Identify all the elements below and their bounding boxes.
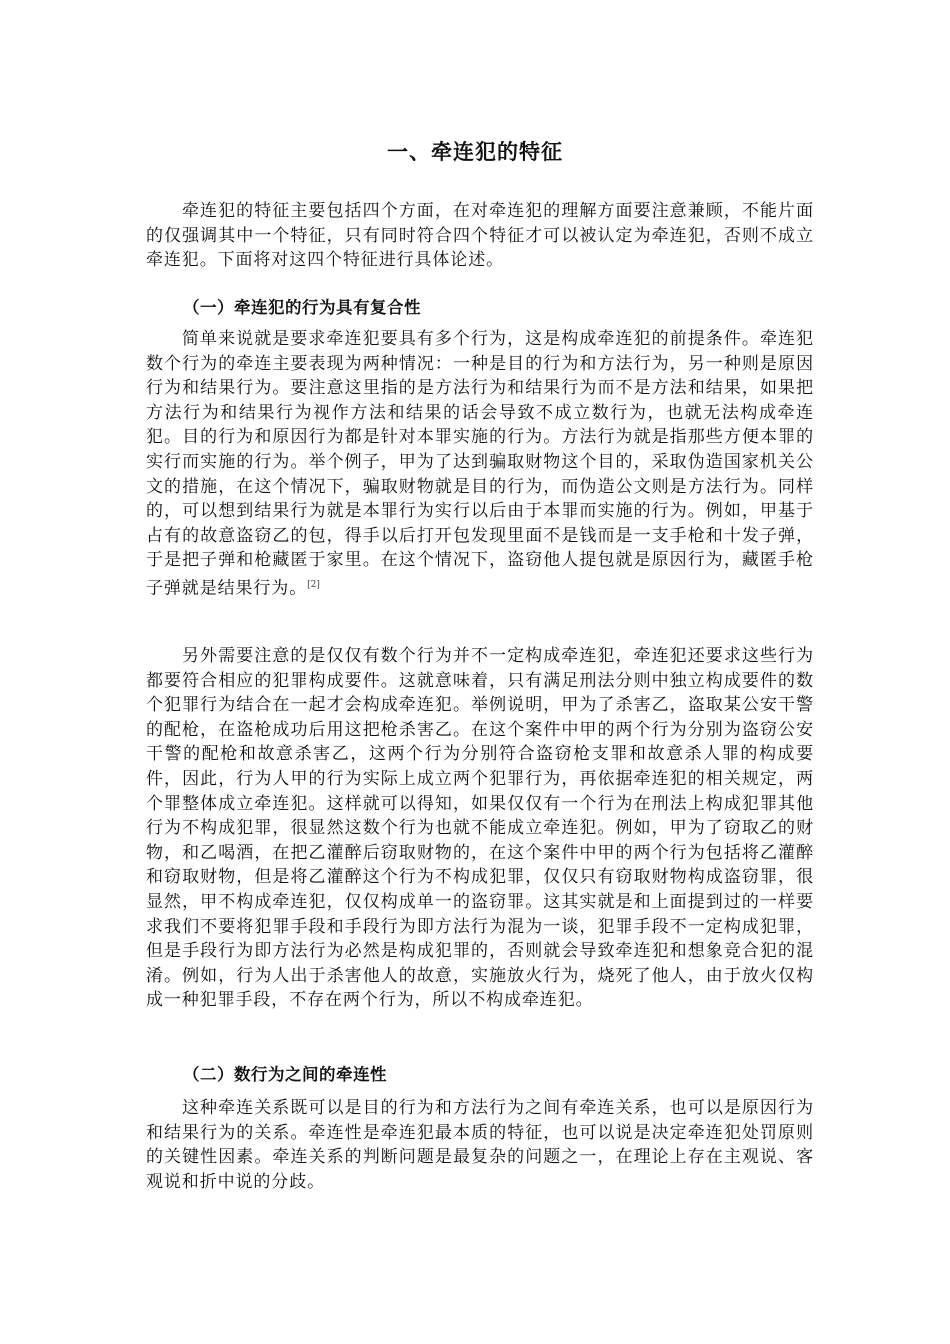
citation-marker: [2] xyxy=(307,579,320,590)
paragraph-connection: 这种牵连关系既可以是目的行为和方法行为之间有牵连关系，也可以是原因行为和结果行为的关系。牵连性是牵连犯最本质的特征，也可以说是决定牵连犯处罚原则的关键性因素。牵连关系的判断问题是最复杂的问题之一，在理论上存在主观说、客观说和折中说的分歧。 xyxy=(146,1098,814,1192)
subsection-heading-2: （二）数行为之间的牵连性 xyxy=(183,1065,387,1084)
paragraph-text: 简单来说就是要求牵连犯要具有多个行为，这是构成牵连犯的前提条件。牵连犯数个行为的牵连主要表现为两种情况：一种是目的行为和方法行为，另一种则是原因行为和结果行为。要注意这里指的是方法行为和结果行为而不是方法和结果，如果把方法行为和结果行为视作方法和结果的话会导致不成立数行为，也就无法构成牵连犯。目的行为和原因行为都是针对本罪实施的行为。方法行为就是指那些方便本罪的实行而实施的行为。举个例子，甲为了达到骗取财物这个目的，采取伪造国家机关公文的措施，在这个情况下，骗取财物就是目的行为，而伪造公文则是方法行为。同样的，可以想到结果行为就是本罪行为实行以后由于本罪而实施的行为。例如，甲基于占有的故意盗窃乙的包，得手以后打开包发现里面不是钱而是一支手枪和十发子弹，于是把子弹和枪藏匿于家里。在这个情况下，盗窃他人提包就是原因行为，藏匿手枪子弹就是结果行为。 xyxy=(146,329,814,599)
paragraph-constitutive-elements: 另外需要注意的是仅仅有数个行为并不一定构成牵连犯，牵连犯还要求这些行为都要符合相应的犯罪构成要件。这就意味着，只有满足刑法分则中独立构成要件的数个犯罪行为结合在一起才会构成牵连犯。举例说明，甲为了杀害乙，盗取某公安干警的配枪，在盗枪成功后用这把枪杀害乙。在这个案件中甲的两个行为分别为盗窃公安干警的配枪和故意杀害乙，这两个行为分别符合盗窃枪支罪和故意杀人罪的构成要件，因此，行为人甲的行为实际上成立两个犯罪行为，再依据牵连犯的相关规定，两个罪整体成立牵连犯。这样就可以得知，如果仅仅有一个行为在刑法上构成犯罪其他行为不构成犯罪，很显然这数个行为也就不能成立牵连犯。例如，甲为了窃取乙的财物，和乙喝酒，在把乙灌醉后窃取财物的，在这个案件中甲的两个行为包括将乙灌醉和窃取财物，但是将乙灌醉这个行为不构成犯罪，仅仅只有窃取财物构成盗窃罪，很显然，甲不构成牵连犯，仅仅构成单一的盗窃罪。这其实就是和上面提到过的一样要求我们不要将犯罪手段和手段行为即方法行为混为一谈，犯罪手段不一定构成犯罪，但是手段行为即方法行为必然是构成犯罪的，否则就会导致牵连犯和想象竞合犯的混淆。例如，行为人出于杀害他人的故意，实施放火行为，烧死了他人，由于放火仅构成一种犯罪手段，不存在两个行为，所以不构成牵连犯。 xyxy=(146,646,814,1011)
subsection-heading-1: （一）牵连犯的行为具有复合性 xyxy=(183,298,421,317)
paragraph-behavior-compound xyxy=(146,327,814,601)
section-title: 一、牵连犯的特征 xyxy=(387,140,563,164)
intro-paragraph: 牵连犯的特征主要包括四个方面，在对牵连犯的理解方面要注意兼顾，不能片面的仅强调其中一个特征，只有同时符合四个特征才可以被认定为牵连犯，否则不成立牵连犯。下面将对这四个特征进行具体论述。 xyxy=(146,201,814,271)
